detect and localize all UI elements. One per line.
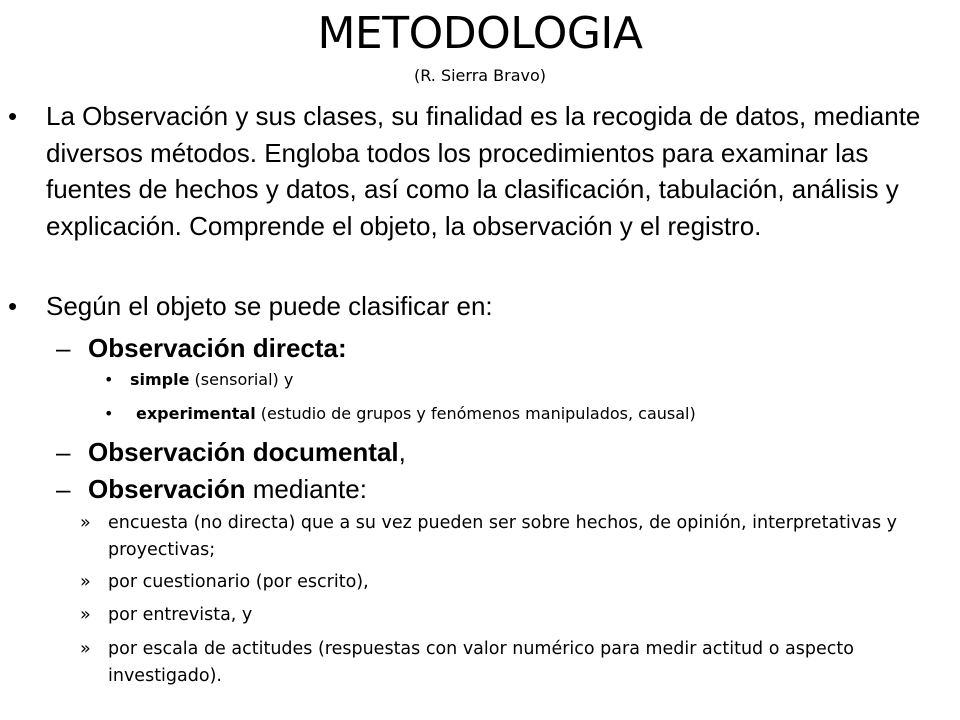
bullet-text: Según el objeto se puede clasificar en: bbox=[46, 291, 493, 321]
mediante-item-escala bbox=[80, 636, 928, 689]
dot-marker: • bbox=[104, 404, 114, 423]
mediante-item-encuesta bbox=[80, 510, 928, 563]
item-text: por cuestionario (por escrito), bbox=[108, 572, 369, 592]
bullet-item-observacion bbox=[8, 98, 926, 244]
sub-item-text: Observación directa: bbox=[88, 333, 347, 363]
directa-item-simple bbox=[104, 369, 930, 391]
mediante-item-cuestionario bbox=[80, 569, 928, 596]
sub-item-bold: Observación bbox=[88, 474, 246, 504]
item-bold: experimental bbox=[136, 404, 256, 423]
slide-subtitle: (R. Sierra Bravo) bbox=[413, 66, 547, 85]
directa-item-experimental bbox=[104, 403, 936, 425]
sub-item-suffix: , bbox=[398, 437, 406, 467]
dash-marker: – bbox=[56, 437, 71, 467]
sub-item-directa bbox=[56, 332, 928, 364]
item-text: por escala de actitudes (respuestas con valor numérico para medir actitud o aspecto investigado). bbox=[108, 639, 854, 686]
slide-title: METODOLOGIA bbox=[317, 8, 643, 59]
raquo-marker: » bbox=[80, 639, 91, 659]
item-text: (estudio de grupos y fenómenos manipulados, causal) bbox=[255, 404, 696, 423]
raquo-marker: » bbox=[80, 572, 91, 592]
item-text: encuesta (no directa) que a su vez pueden ser sobre hechos, de opinión, interpretativas y proyectivas; bbox=[108, 513, 898, 560]
raquo-marker: » bbox=[80, 513, 91, 533]
dash-marker: – bbox=[56, 333, 71, 363]
item-text: por entrevista, y bbox=[108, 605, 253, 625]
bullet-marker: • bbox=[8, 101, 18, 131]
item-bold: simple bbox=[130, 370, 190, 389]
bullet-text: La Observación y sus clases, su finalidad es la recogida de datos, mediante diversos métodos. Engloba todos los procedimientos para examinar las fuentes de hechos y datos, así como la clasificación, tabulación, análisis y explicación. Comprende el objeto, la observación y el registro. bbox=[46, 101, 921, 241]
mediante-item-entrevista bbox=[80, 602, 928, 629]
sub-item-mediante bbox=[56, 473, 928, 505]
dot-marker: • bbox=[104, 370, 114, 389]
dash-marker: – bbox=[56, 474, 71, 504]
sub-item-suffix: mediante: bbox=[245, 474, 367, 504]
bullet-marker: • bbox=[8, 291, 18, 321]
sub-item-bold: Observación documental bbox=[88, 437, 399, 467]
raquo-marker: » bbox=[80, 605, 91, 625]
item-text: (sensorial) y bbox=[189, 370, 294, 389]
sub-item-documental bbox=[56, 436, 928, 468]
bullet-item-clasificar bbox=[8, 288, 926, 325]
